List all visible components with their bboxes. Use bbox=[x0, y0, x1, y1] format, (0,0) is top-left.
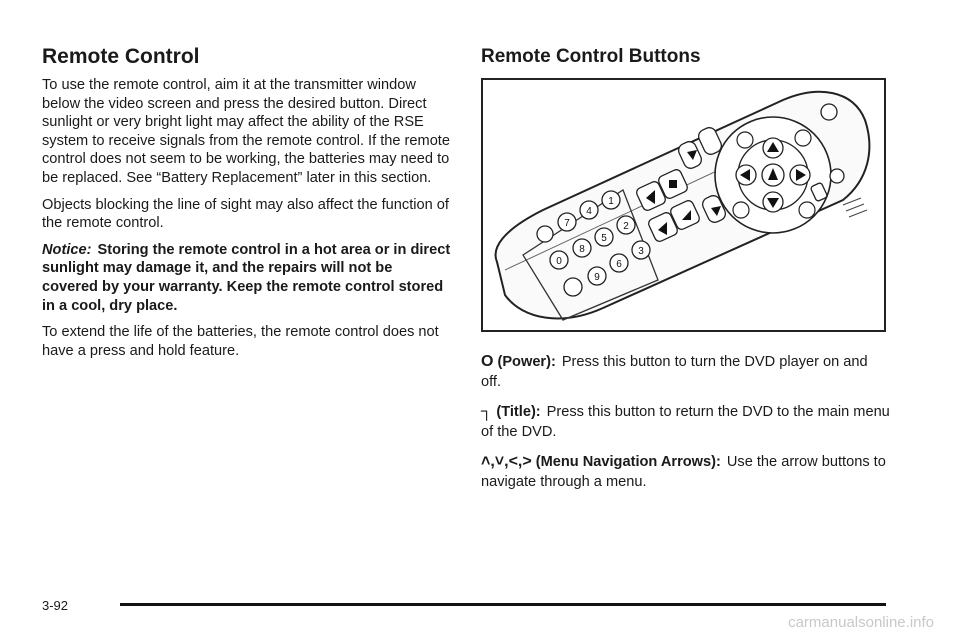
navigation-cluster bbox=[715, 117, 831, 233]
key-9-label: 9 bbox=[594, 272, 600, 283]
grip-ridges bbox=[843, 198, 867, 217]
nav-corner-button-2 bbox=[795, 130, 811, 146]
power-entry bbox=[481, 352, 891, 392]
arrows-desc: Use the arrow buttons to navigate through a menu. bbox=[481, 454, 886, 490]
intro-paragraph: To use the remote control, aim it at the transmitter window below the video screen and press the desired button. Direct sunlight or very bright light may affect the ability of the RSE system to receive signals from the remote control. If the remote control does not seem to be working, the batteries may need to be replaced. See “Battery Replacement” later in this section. bbox=[42, 77, 450, 186]
remote-control-illustration bbox=[483, 80, 884, 330]
power-desc: Press this button to turn the DVD player on and off. bbox=[481, 354, 868, 390]
title-icon: ┐ bbox=[481, 403, 493, 420]
watermark: carmanualsonline.info bbox=[788, 614, 934, 631]
key-3-label: 3 bbox=[638, 246, 644, 257]
key-2-label: 2 bbox=[623, 221, 629, 232]
key-5-label: 5 bbox=[601, 233, 607, 244]
key-star bbox=[537, 226, 553, 242]
arrow-icons: ˄,˅,˂,˃ bbox=[481, 453, 532, 470]
key-7-label: 7 bbox=[564, 218, 570, 229]
buttons-title: Remote Control Buttons bbox=[481, 46, 701, 67]
remote-control-figure bbox=[481, 78, 886, 332]
nav-corner-button-4 bbox=[799, 202, 815, 218]
section-title: Remote Control bbox=[42, 45, 200, 68]
key-enter bbox=[564, 278, 582, 296]
notice-paragraph bbox=[42, 241, 452, 315]
title-desc: Press this button to return the DVD to the main menu of the DVD. bbox=[481, 404, 890, 440]
side-button bbox=[830, 169, 844, 183]
title-term: (Title): bbox=[496, 404, 541, 420]
key-1-label: 1 bbox=[608, 196, 614, 207]
key-6-label: 6 bbox=[616, 259, 622, 270]
right-column bbox=[481, 44, 891, 502]
stop-icon bbox=[669, 180, 677, 188]
key-0-label: 0 bbox=[556, 256, 562, 267]
arrows-entry bbox=[481, 452, 891, 492]
title-entry bbox=[481, 402, 891, 442]
arrows-term: (Menu Navigation Arrows): bbox=[535, 454, 721, 470]
power-icon: O bbox=[481, 353, 494, 370]
notice-text: Storing the remote control in a hot area or in direct sunlight may damage it, and the repairs will not be covered by your warranty. Keep the remote control stored in a cool, dry place. bbox=[42, 241, 451, 314]
battery-life-paragraph: To extend the life of the batteries, the remote control does not have a press and hold feature. bbox=[42, 324, 439, 359]
nav-corner-button-3 bbox=[733, 202, 749, 218]
power-term: (Power): bbox=[497, 354, 556, 370]
key-4-label: 4 bbox=[586, 206, 592, 217]
notice-label: Notice: bbox=[42, 241, 92, 258]
key-8-label: 8 bbox=[579, 244, 585, 255]
page-number: 3-92 bbox=[42, 598, 69, 613]
left-column bbox=[42, 44, 452, 368]
nav-corner-button-1 bbox=[737, 132, 753, 148]
line-of-sight-paragraph: Objects blocking the line of sight may also affect the function of the remote control. bbox=[42, 196, 449, 232]
power-button bbox=[821, 104, 837, 120]
footer-rule bbox=[120, 603, 886, 606]
